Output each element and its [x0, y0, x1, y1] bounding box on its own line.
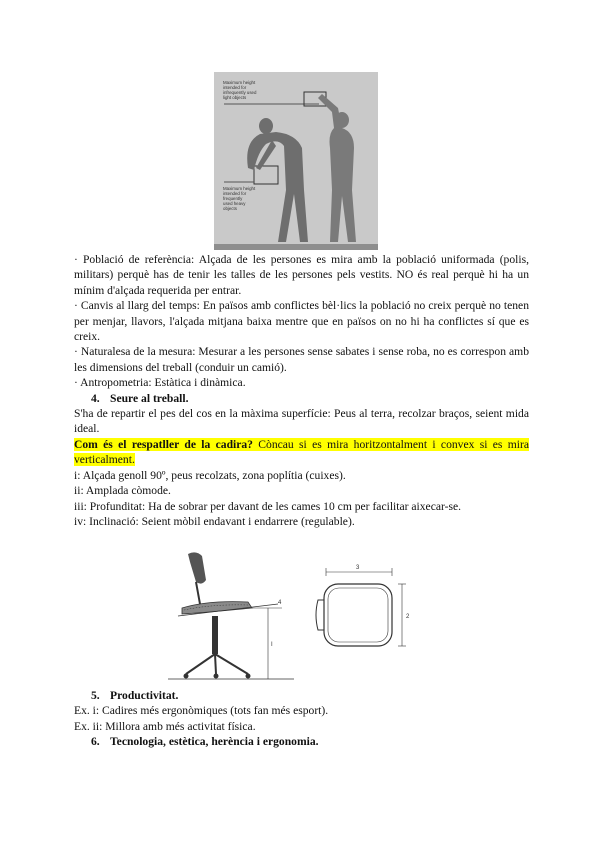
highlight-answer: Còncau si es mira horitzontalment i convex si es mira verticalment.: [74, 437, 530, 467]
height-label: I: [271, 642, 273, 648]
highlight-question: Com és el respatller de la cadira?: [74, 437, 253, 451]
paragraph-nature-of-measurement: · Naturalesa de la mesura: Mesurar a les persones sense sabates i sense roba, no es correspon amb les dimensions del treball (conduir un camió).: [74, 345, 529, 374]
heading-4-title: Seure al treball.: [110, 391, 189, 405]
upper-label-line-3: infrequently used: [223, 90, 257, 95]
heading-4-number: 4.: [91, 391, 100, 405]
paragraph-anthropometry: · Antropometria: Estàtica i dinàmica.: [74, 376, 246, 390]
heading-5-title: Productivitat.: [110, 689, 179, 702]
list-item: iv: Inclinació: Seient mòbil endavant i endarrere (regulable).: [74, 514, 355, 528]
paragraph-changes-over-time: · Canvis al llarg del temps: En països amb conflictes bèl·lics la població no creix perquè no tenen per menjar, llavors, l'alçada mitjana baixa mentre que en països on no hi ha conflictes sí que es creix.: [74, 299, 529, 344]
heading-section-6: [74, 734, 529, 749]
heading-5-number: 5.: [91, 689, 100, 702]
highlighted-paragraph: [74, 437, 529, 468]
paragraph-weight-distribution: S'ha de repartir el pes del cos en la màxima superfície: Peus al terra, recolzar braços, seient mida ideal.: [74, 407, 529, 436]
depth-label: 2: [406, 614, 410, 620]
lower-label-line-4: used heavy: [223, 201, 246, 206]
text-section-1: [74, 252, 529, 529]
heading-6-title: Tecnologia, estètica, herència i ergonomia.: [110, 735, 319, 749]
upper-label-line-1: Maximum height: [223, 80, 256, 85]
lower-label-line-1: Maximum height: [223, 186, 256, 191]
width-label: 3: [356, 565, 360, 571]
list-item: i: Alçada genoll 90º, peus recolzats, zona poplítia (cuixes).: [74, 468, 346, 482]
paragraph-reference-population: · Població de referència: Alçada de les persones es mira amb la població uniformada (polis, militars) perquè has de tenir les talles de les persones pels vestits. NO és real perquè hi ha un mínim d'alçada requerida per entrar.: [74, 253, 529, 297]
example-1: Ex. i: Cadires més ergonòmiques (tots fan més esport).: [74, 704, 329, 718]
list-item: ii: Amplada còmode.: [74, 484, 171, 498]
reach-height-figure: [214, 72, 378, 250]
lower-label-line-2: intended for: [223, 191, 247, 196]
lower-label-line-3: frequently: [223, 196, 243, 201]
upper-label-line-4: light objects: [223, 95, 247, 100]
angle-label: 4: [278, 600, 282, 606]
heading-6-number: 6.: [91, 735, 100, 749]
text-section-2: [74, 688, 529, 750]
heading-section-5: [74, 688, 529, 703]
heading-section-4: [74, 391, 529, 406]
seat-top-view-diagram: [312, 560, 424, 660]
example-2: Ex. ii: Millora amb més activitat física.: [74, 719, 256, 733]
lower-label-line-5: objects: [223, 206, 237, 211]
chair-diagram: [168, 546, 294, 684]
upper-label-line-2: intended for: [223, 85, 247, 90]
list-item: iii: Profunditat: Ha de sobrar per davant de les cames 10 cm per facilitar aixecar-se.: [74, 499, 462, 513]
